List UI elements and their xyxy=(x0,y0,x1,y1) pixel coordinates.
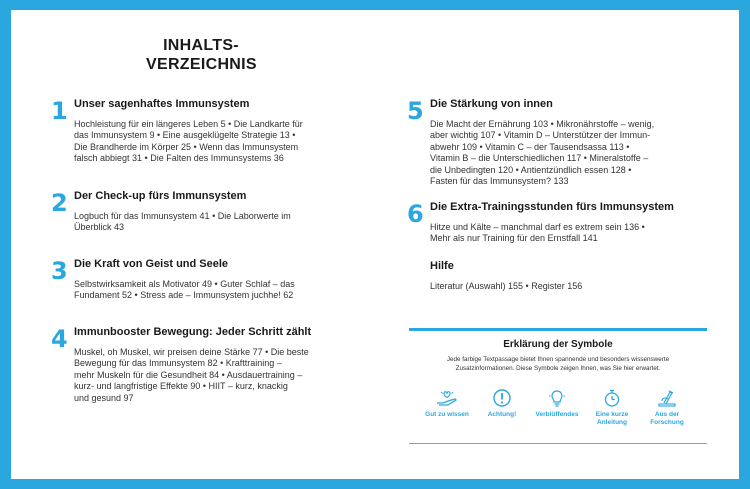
toc-page xyxy=(11,10,739,479)
section-number: 1 xyxy=(51,97,68,125)
section-title[interactable]: Der Check-up fürs Immunsystem xyxy=(74,190,247,202)
section-number: 4 xyxy=(51,325,68,353)
entry-line[interactable]: die Unbedingten 120 • Antientzündlich essen 128 • xyxy=(430,164,632,175)
entry-line[interactable]: Hitze und Kälte – manchmal darf es extrem sein 136 • xyxy=(430,222,645,232)
section-title[interactable]: Die Stärkung von innen xyxy=(430,98,553,110)
symbol-achtung xyxy=(474,388,530,419)
symbol-label: Achtung! xyxy=(487,411,517,418)
intro-line: Zusatzinformationen. Diese Symbole zeigen Ihnen, was Sie hier erwartet. xyxy=(455,365,661,372)
section-entries xyxy=(74,211,291,234)
symbol-kurze-anleitung xyxy=(584,388,640,426)
title-line-2: VERZEICHNIS xyxy=(146,56,257,73)
symbol-label: Aus der Forschung xyxy=(650,411,684,426)
entry-line[interactable]: Überblick 43 xyxy=(74,222,125,233)
title-line-1: INHALTS- xyxy=(163,37,239,54)
symbol-forschung xyxy=(639,388,695,426)
section-number: 6 xyxy=(407,200,424,228)
page-title xyxy=(146,36,256,74)
exclamation-icon xyxy=(492,388,512,408)
entry-line[interactable]: aber wichtig 107 • Vitamin D – Unterstützer der Immun- xyxy=(430,130,651,141)
section-title[interactable]: Die Kraft von Geist und Seele xyxy=(74,258,229,270)
entry-line[interactable]: kurz- und langfristige Effekte 90 • HIIT – kurz, knackig xyxy=(74,381,288,392)
stopwatch-icon xyxy=(602,388,622,408)
entry-line[interactable]: Literatur (Auswahl) 155 • Register 156 xyxy=(430,281,583,291)
section-entries xyxy=(430,222,645,245)
entry-line[interactable]: Vitamin B – die Unterschiedlichen 117 • Mineralstoffe – xyxy=(430,153,649,164)
entry-line[interactable]: Muskel, oh Muskel, wir preisen deine Stärke 77 • Die beste xyxy=(74,347,309,357)
symbol-legend xyxy=(409,328,707,444)
symbol-verblueffendes xyxy=(529,388,585,419)
section-entries xyxy=(74,347,309,404)
entry-line[interactable]: Die Macht der Ernährung 103 • Mikronährstoffe – wenig, xyxy=(430,119,655,129)
section-entries xyxy=(74,279,295,302)
entry-line[interactable]: das Immunsystem 9 • Eine ausgeklügelte Strategie 13 • xyxy=(74,130,296,141)
symbol-label: Verblüffendes xyxy=(535,411,579,418)
section-entries xyxy=(74,119,303,165)
section-entries xyxy=(430,119,654,187)
section-entries xyxy=(430,281,582,292)
entry-line[interactable]: Bewegung für das Immunsystem 82 • Krafttraining – xyxy=(74,358,282,369)
section-title[interactable]: Die Extra-Trainingsstunden fürs Immunsystem xyxy=(430,201,674,213)
entry-line[interactable]: Hochleistung für ein längeres Leben 5 • Die Landkarte für xyxy=(74,119,303,129)
symbol-gut-zu-wissen xyxy=(419,388,475,419)
symbol-legend-intro xyxy=(409,355,707,373)
symbol-label: Gut zu wissen xyxy=(425,411,469,418)
section-title[interactable]: Hilfe xyxy=(430,260,454,272)
symbol-legend-title: Erklärung der Symbole xyxy=(503,339,613,350)
lightbulb-icon xyxy=(547,388,567,408)
entry-line[interactable]: Die Brandherde im Körper 25 • Wenn das Immunsystem xyxy=(74,141,299,152)
section-title[interactable]: Unser sagenhaftes Immunsystem xyxy=(74,98,250,110)
entry-line[interactable]: abwehr 109 • Vitamin C – der Tausendsassa 113 • xyxy=(430,141,630,152)
entry-line[interactable]: und gesund 97 xyxy=(74,392,134,403)
entry-line[interactable]: Fundament 52 • Stress ade – Immunsystem juchhe! 62 xyxy=(74,290,294,301)
intro-line: Jede farbige Textpassage bietet Ihnen spannende und besonders wissenswerte xyxy=(446,356,670,363)
section-title[interactable]: Immunbooster Bewegung: Jeder Schritt zählt xyxy=(74,326,312,338)
research-icon xyxy=(656,388,678,408)
symbol-label: Eine kurze Anleitung xyxy=(595,411,629,426)
entry-line[interactable]: Selbstwirksamkeit als Motivator 49 • Guter Schlaf – das xyxy=(74,279,295,289)
entry-line[interactable]: Logbuch für das Immunsystem 41 • Die Laborwerte im xyxy=(74,211,291,221)
section-number: 3 xyxy=(51,257,68,285)
entry-line[interactable]: Mehr als nur Training für den Ernstfall 141 xyxy=(430,233,598,244)
entry-line[interactable]: mehr Muskeln für die Gesundheit 84 • Ausdauertraining – xyxy=(74,369,303,380)
entry-line[interactable]: falsch abbiegt 31 • Die Falten des Immunsystems 36 xyxy=(74,153,284,164)
entry-line[interactable]: Fasten für das Immunsystem? 133 xyxy=(430,176,569,187)
section-number: 5 xyxy=(407,97,424,125)
section-number: 2 xyxy=(51,189,68,217)
hand-heart-icon xyxy=(435,388,459,408)
